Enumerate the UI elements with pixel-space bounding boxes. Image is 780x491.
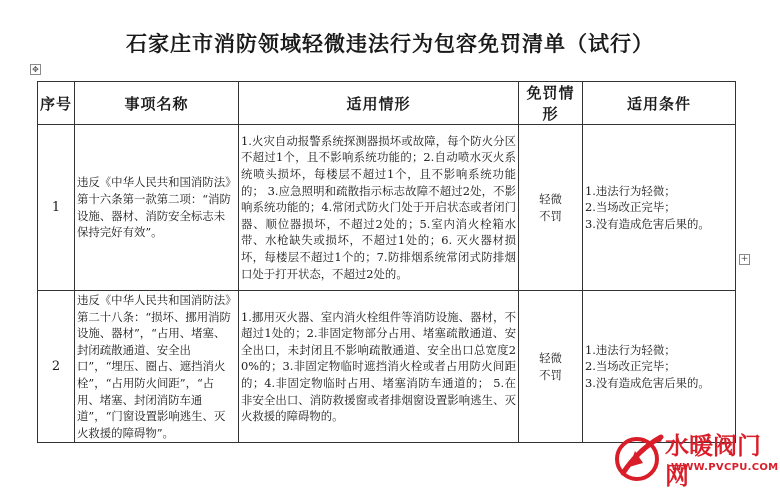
header-item-name: 事项名称: [75, 82, 239, 125]
conditions-cell: 1.违法行为轻微； 2.当场改正完毕； 3.没有造成危害后果的。: [583, 291, 736, 443]
penalty-cell: 轻微 不罚: [519, 125, 583, 291]
conditions-cell: 1.违法行为轻微； 2.当场改正完毕； 3.没有造成危害后果的。: [583, 125, 736, 291]
item-name-cell: 违反《中华人民共和国消防法》第二十八条：“损坏、挪用消防设施、器材”，“占用、堵塞、封闭疏散通道、安全出口”，“埋压、圈占、遮挡消火栓”，“占用防火间距”，“占用、堵塞、封闭消防车通道”，“门窗设置影响逃生、灭火救援的障碍物”。: [75, 291, 239, 443]
watermark: [613, 429, 780, 490]
table-header-row: [38, 82, 736, 125]
row-number: 2: [38, 291, 75, 443]
penalty-exemption-table: [37, 81, 736, 443]
header-applicable-conditions: 适用条件: [583, 82, 736, 125]
table-add-column-icon[interactable]: +: [740, 254, 749, 264]
table-row: [38, 291, 736, 443]
document-title: 石家庄市消防领域轻微违法行为包容免罚清单（试行）: [126, 31, 654, 56]
header-serial-number: 序号: [38, 82, 75, 125]
item-name-cell: 违反《中华人民共和国消防法》第十六条第一款第二项：“消防设施、器材、消防安全标志未保持完好有效”。: [75, 125, 239, 291]
table-move-handle-icon[interactable]: ✥: [30, 64, 41, 75]
penalty-cell: 轻微 不罚: [519, 291, 583, 443]
situation-cell: 1.火灾自动报警系统探测器损坏或故障，每个防火分区不超过1个，且不影响系统功能的；2.自动喷水灭火系统喷头损坏，每楼层不超过1个，且不影响系统功能的； 3.应急照明和疏散指示标志故障不超过2处，不影响系统功能的；4.常闭式防火门处于开启状态或者闭门器、顺位器损坏，不超过2处的；5.室内消火栓箱水带、水枪缺失或损坏，不超过1处的；6. 灭火器材损坏，每楼层不超过1个的；7.防排烟系统常闭式防排烟口处于打开状态，不超过2处的。: [239, 125, 519, 291]
situation-cell: 1.挪用灭火器、室内消火栓组件等消防设施、器材，不超过1处的；2.非固定物部分占用、堵塞疏散通道、安全出口，未封闭且不影响疏散通道、安全出口总宽度20%的；3.非固定物临时遮挡消火栓或者占用防火间距的；4.非固定物临时占用、堵塞消防车通道的； 5.在非安全出口、消防救援窗或者排烟窗设置影响逃生、灭火救援的障碍物的。: [239, 291, 519, 443]
watermark-site-name: 水暖阀门网: [665, 432, 761, 490]
pv-logo-icon: [613, 429, 669, 485]
watermark-url: WWW.PVCPU.COM: [671, 462, 779, 473]
header-applicable-situation: 适用情形: [239, 82, 519, 125]
table-row: [38, 125, 736, 291]
header-exemption-type: 免罚情形: [519, 82, 583, 125]
row-number: 1: [38, 125, 75, 291]
